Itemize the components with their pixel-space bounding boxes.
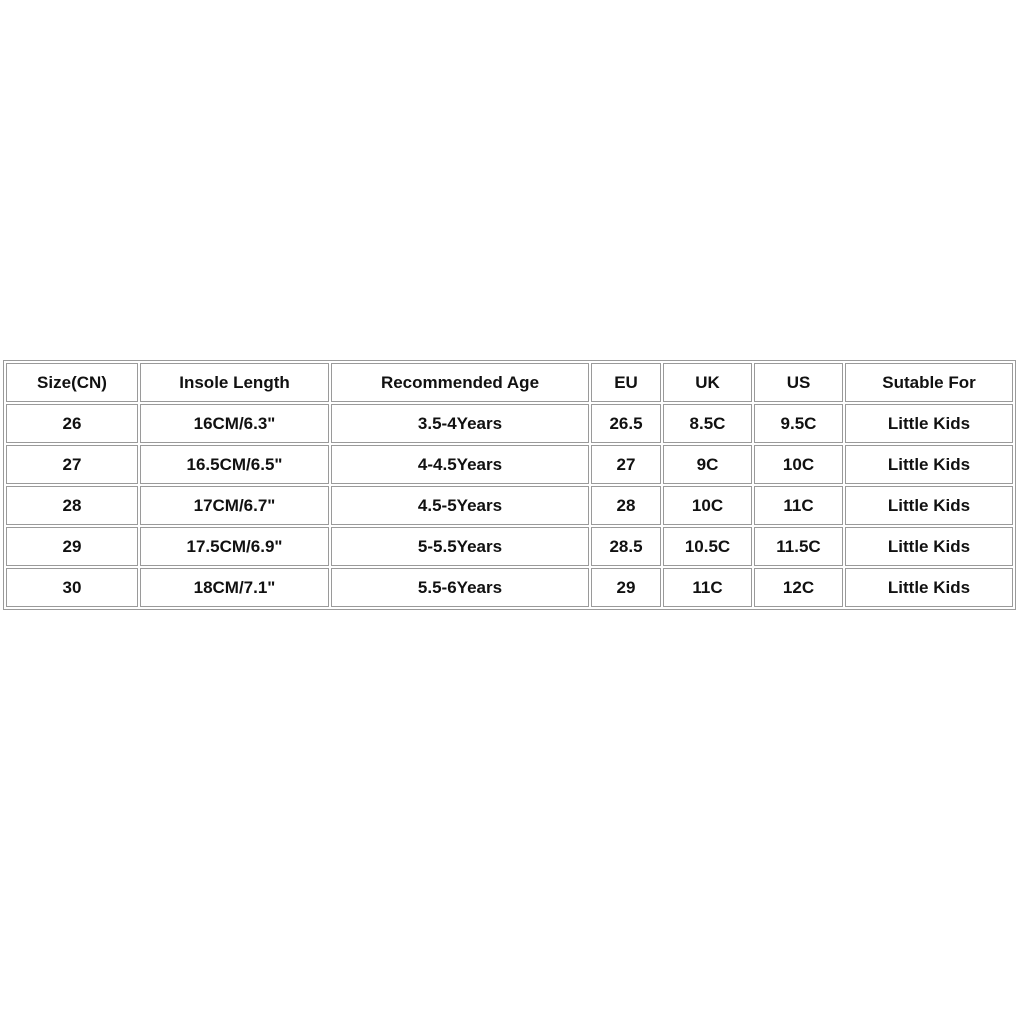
header-recommended-age: Recommended Age (331, 363, 589, 402)
header-insole-length: Insole Length (140, 363, 329, 402)
cell-eu: 26.5 (591, 404, 661, 443)
cell-suitable-for: Little Kids (845, 486, 1013, 525)
cell-eu: 29 (591, 568, 661, 607)
header-uk: UK (663, 363, 752, 402)
size-chart-table (3, 360, 1016, 610)
cell-insole-length: 16.5CM/6.5" (140, 445, 329, 484)
cell-recommended-age: 4-4.5Years (331, 445, 589, 484)
cell-insole-length: 17CM/6.7" (140, 486, 329, 525)
header-row (6, 363, 1013, 402)
cell-suitable-for: Little Kids (845, 445, 1013, 484)
cell-insole-length: 18CM/7.1" (140, 568, 329, 607)
cell-recommended-age: 5.5-6Years (331, 568, 589, 607)
cell-recommended-age: 3.5-4Years (331, 404, 589, 443)
table-row (6, 445, 1013, 484)
cell-uk: 8.5C (663, 404, 752, 443)
cell-suitable-for: Little Kids (845, 568, 1013, 607)
cell-uk: 10.5C (663, 527, 752, 566)
cell-size-cn: 30 (6, 568, 138, 607)
cell-uk: 10C (663, 486, 752, 525)
header-eu: EU (591, 363, 661, 402)
cell-insole-length: 16CM/6.3" (140, 404, 329, 443)
cell-size-cn: 29 (6, 527, 138, 566)
header-us: US (754, 363, 843, 402)
table-row (6, 527, 1013, 566)
cell-us: 12C (754, 568, 843, 607)
cell-size-cn: 27 (6, 445, 138, 484)
table-row (6, 486, 1013, 525)
cell-insole-length: 17.5CM/6.9" (140, 527, 329, 566)
cell-suitable-for: Little Kids (845, 404, 1013, 443)
cell-uk: 11C (663, 568, 752, 607)
cell-eu: 27 (591, 445, 661, 484)
cell-eu: 28 (591, 486, 661, 525)
cell-us: 11.5C (754, 527, 843, 566)
cell-suitable-for: Little Kids (845, 527, 1013, 566)
cell-uk: 9C (663, 445, 752, 484)
header-suitable-for: Sutable For (845, 363, 1013, 402)
table-row (6, 568, 1013, 607)
cell-us: 9.5C (754, 404, 843, 443)
cell-us: 11C (754, 486, 843, 525)
cell-us: 10C (754, 445, 843, 484)
header-size-cn: Size(CN) (6, 363, 138, 402)
cell-size-cn: 28 (6, 486, 138, 525)
table-row (6, 404, 1013, 443)
cell-size-cn: 26 (6, 404, 138, 443)
cell-eu: 28.5 (591, 527, 661, 566)
cell-recommended-age: 4.5-5Years (331, 486, 589, 525)
cell-recommended-age: 5-5.5Years (331, 527, 589, 566)
